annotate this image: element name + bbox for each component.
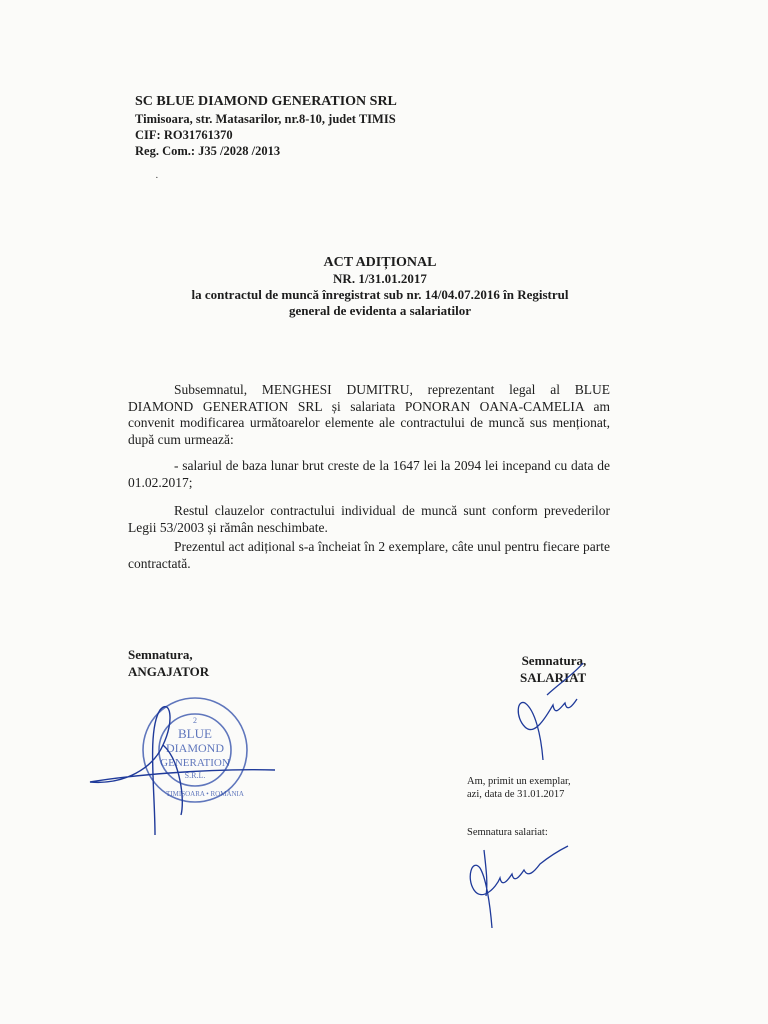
document-subtitle-2: general de evidenta a salariatilor bbox=[289, 303, 471, 318]
company-stamp bbox=[85, 690, 285, 840]
paper-speck: · bbox=[155, 172, 159, 184]
received-line-1: Am, primit un exemplar, bbox=[467, 776, 571, 787]
body-paragraph-parties: Subsemnatul, MENGHESI DUMITRU, reprezentant legal al BLUE DIAMOND GENERATION SRL și salariata PONORAN OANA-CAMELIA am convenit modificarea următoarelor elemente ale contractului de muncă sus menționat, după cum urmează: bbox=[128, 382, 610, 447]
document-number: NR. 1/31.01.2017 bbox=[333, 271, 427, 286]
employee-role: SALARIAT bbox=[520, 670, 587, 685]
employee-signature-label: Semnatura, bbox=[521, 653, 587, 668]
stamp-line-4: S.R.L. bbox=[184, 771, 206, 780]
company-reg-com: Reg. Com.: J35 /2028 /2013 bbox=[135, 144, 281, 158]
employer-role: ANGAJATOR bbox=[128, 664, 210, 679]
company-header bbox=[135, 93, 397, 159]
document-subtitle-1: la contractul de muncă înregistrat sub nr. 14/04.07.2016 în Registrul bbox=[191, 287, 569, 302]
document-title: ACT ADIȚIONAL bbox=[323, 255, 437, 270]
stamp-line-3: GENERATION bbox=[160, 757, 230, 769]
stamp-line-2: DIAMOND bbox=[166, 741, 224, 755]
employer-signature-label: Semnatura, bbox=[128, 647, 193, 662]
received-line-2: azi, data de 31.01.2017 bbox=[467, 789, 565, 800]
body-paragraph-salary: - salariul de baza lunar brut creste de la 1647 lei la 2094 lei incepand cu data de 01.02.2017; bbox=[128, 458, 610, 490]
received-copy-note bbox=[467, 775, 571, 801]
company-address: Timisoara, str. Matasarilor, nr.8-10, judet TIMIS bbox=[135, 112, 396, 126]
company-cif: CIF: RO31761370 bbox=[135, 128, 233, 142]
stamp-ring-text: TIMIȘOARA • ROMÂNIA bbox=[166, 790, 244, 798]
employee-signature-2 bbox=[462, 838, 572, 933]
stamp-line-1: BLUE bbox=[178, 726, 212, 741]
employee-signature-caption: Semnatura salariat: bbox=[467, 827, 548, 838]
body-paragraph-copies: Prezentul act adițional s-a încheiat în 2 exemplare, câte unul pentru fiecare parte contractată. bbox=[128, 539, 610, 571]
body-paragraph-clauses: Restul clauzelor contractului individual de muncă sunt conform prevederilor Legii 53/2003 și rămân neschimbate. bbox=[128, 503, 610, 535]
document-title-block bbox=[150, 255, 610, 319]
employer-signature-block bbox=[128, 646, 209, 680]
company-name: SC BLUE DIAMOND GENERATION SRL bbox=[135, 94, 397, 109]
employee-signature-1 bbox=[505, 655, 585, 765]
stamp-number: 2 bbox=[193, 716, 197, 725]
